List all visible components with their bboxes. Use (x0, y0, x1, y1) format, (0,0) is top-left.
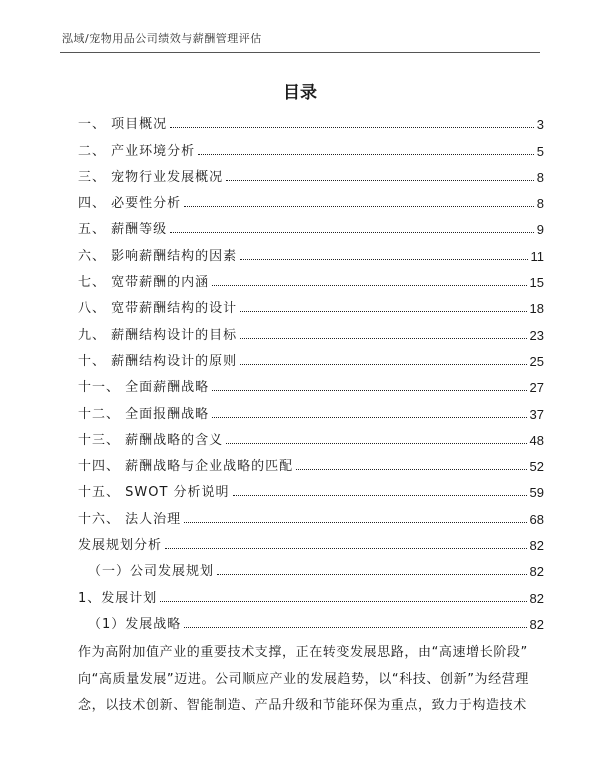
toc-entry-label: 七、 宽带薪酬的内涵 (78, 275, 210, 291)
toc-page-number: 82 (529, 616, 544, 632)
toc-page-number: 82 (529, 590, 544, 606)
toc-entry-label: 八、 宽带薪酬结构的设计 (78, 301, 238, 317)
toc-entry[interactable] (78, 343, 544, 369)
toc-entry[interactable] (78, 316, 544, 342)
toc-entry[interactable] (78, 422, 544, 448)
toc-entry-label: 十三、 薪酬战略的含义 (78, 432, 224, 448)
toc-leader-dots (184, 206, 534, 207)
toc-leader-dots (217, 574, 527, 575)
toc-leader-dots (212, 390, 526, 391)
toc-page-number: 3 (536, 117, 544, 133)
header-rule (60, 52, 540, 53)
paragraph-line: 向“高质量发展”迈进。公司顺应产业的发展趋势，以“科技、创新”为经营理 (78, 671, 529, 687)
toc-leader-dots (170, 127, 534, 128)
toc-page-number: 37 (529, 406, 544, 422)
toc-page-number: 11 (530, 248, 544, 264)
toc-page-number: 82 (529, 538, 544, 554)
toc-entry-label: 三、 宠物行业发展概况 (78, 169, 224, 185)
toc-page-number: 59 (529, 485, 544, 501)
toc-page-number: 52 (529, 459, 544, 475)
toc-entry-label: 四、 必要性分析 (78, 196, 182, 212)
toc-page-number: 82 (529, 564, 544, 580)
toc-entry-label: 一、 项目概况 (78, 117, 168, 133)
toc-entry-label: 六、 影响薪酬结构的因素 (78, 248, 238, 264)
toc-entry[interactable] (78, 132, 544, 158)
toc-page-number: 27 (529, 380, 544, 396)
toc-entry[interactable] (78, 448, 544, 474)
toc-entry[interactable] (78, 264, 544, 290)
toc-page-number: 8 (536, 169, 544, 185)
toc-entry-label: 十二、 全面报酬战略 (78, 406, 210, 422)
body-paragraph (78, 640, 544, 720)
toc-entry-label: 发展规划分析 (78, 538, 163, 554)
toc-page-number: 25 (529, 353, 544, 369)
toc-leader-dots (296, 469, 526, 470)
toc-page-number: 15 (529, 275, 544, 291)
toc-leader-dots (212, 285, 526, 286)
toc-page-number: 18 (529, 301, 544, 317)
toc-leader-dots (165, 548, 527, 549)
toc-entry[interactable] (78, 579, 544, 605)
toc-leader-dots (240, 311, 526, 312)
toc-leader-dots (240, 259, 527, 260)
toc-entry-label: （1）发展战略 (88, 616, 182, 632)
toc-leader-dots (240, 364, 526, 365)
toc-entry-label: 十五、 SWOT 分析说明 (78, 485, 230, 501)
toc-leader-dots (226, 443, 526, 444)
toc-entry[interactable] (78, 237, 544, 263)
toc-title: 目录 (283, 83, 317, 103)
toc-entry-label: 十一、 全面薪酬战略 (78, 380, 210, 396)
toc-entry-label: 五、 薪酬等级 (78, 222, 168, 238)
toc-page-number: 48 (529, 432, 544, 448)
toc-entry[interactable] (78, 185, 544, 211)
toc-entry-label: 二、 产业环境分析 (78, 143, 196, 159)
toc-page-number: 5 (536, 143, 544, 159)
toc-entry-label: 1、发展计划 (78, 590, 158, 606)
toc-entry[interactable] (78, 369, 544, 395)
toc-leader-dots (198, 154, 534, 155)
toc-entry[interactable] (78, 395, 544, 421)
running-header: 泓域/宠物用品公司绩效与薪酬管理评估 (62, 32, 262, 45)
toc-entry[interactable] (78, 106, 544, 132)
toc-entry[interactable] (78, 290, 544, 316)
paragraph-line: 作为高附加值产业的重要技术支撑，正在转变发展思路，由“高速增长阶段” (78, 645, 528, 660)
table-of-contents (78, 106, 544, 632)
toc-leader-dots (212, 417, 526, 418)
toc-leader-dots (184, 627, 526, 628)
toc-entry[interactable] (78, 527, 544, 553)
toc-entry[interactable] (78, 606, 544, 632)
toc-entry[interactable] (78, 553, 544, 579)
toc-entry[interactable] (78, 500, 544, 526)
toc-entry[interactable] (78, 159, 544, 185)
toc-entry-label: 九、 薪酬结构设计的目标 (78, 327, 238, 343)
toc-leader-dots (184, 522, 526, 523)
toc-leader-dots (240, 338, 526, 339)
paragraph-line: 念，以技术创新、智能制造、产品升级和节能环保为重点，致力于构造技术 (78, 698, 527, 713)
toc-page-number: 68 (529, 511, 544, 527)
toc-leader-dots (226, 180, 534, 181)
toc-leader-dots (160, 601, 526, 602)
toc-entry-label: （一）公司发展规划 (88, 564, 215, 580)
toc-entry[interactable] (78, 211, 544, 237)
toc-entry-label: 十六、 法人治理 (78, 511, 182, 527)
toc-entry-label: 十、 薪酬结构设计的原则 (78, 353, 238, 369)
toc-page-number: 8 (536, 196, 544, 212)
toc-leader-dots (170, 232, 534, 233)
toc-entry-label: 十四、 薪酬战略与企业战略的匹配 (78, 459, 294, 475)
toc-leader-dots (233, 495, 527, 496)
toc-entry[interactable] (78, 474, 544, 500)
toc-page-number: 9 (536, 222, 544, 238)
toc-page-number: 23 (529, 327, 544, 343)
